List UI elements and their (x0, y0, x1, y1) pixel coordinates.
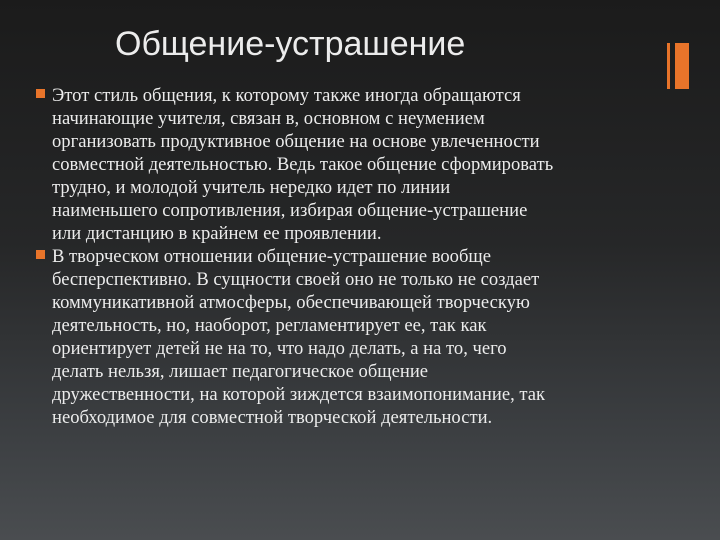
bullet-2-line-1: В творческом отношении общение-устрашение вообще (52, 246, 491, 267)
bullet-1-line-3: организовать продуктивное общение на основе увлеченности (52, 131, 540, 152)
accent-thin-bar (667, 43, 670, 89)
bullet-1-line-1: Этот стиль общения, к которому также иногда обращаются (52, 85, 521, 106)
bullet-1-line-5: трудно, и молодой учитель нередко идет по линии (52, 177, 451, 198)
bullet-2-line-8: необходимое для совместной творческой деятельности. (52, 407, 493, 428)
bullet-2-line-3: коммуникативной атмосферы, обеспечивающей творческую (52, 292, 530, 313)
accent-bars-decoration (667, 43, 689, 89)
square-bullet-icon (36, 250, 45, 259)
bullet-2-line-2: бесперспективно. В сущности своей оно не только не создает (52, 269, 540, 290)
bullet-1-line-7: или дистанцию в крайнем ее проявлении. (52, 223, 382, 244)
bullet-1-line-6: наименьшего сопротивления, избирая общение-устрашение (52, 200, 528, 221)
bullet-1-line-4: совместной деятельностью. Ведь такое общение сформировать (52, 154, 554, 175)
accent-thick-bar (675, 43, 689, 89)
bullet-list (36, 84, 702, 429)
bullet-2-line-5: ориентирует детей не на то, что надо делать, а на то, чего (52, 338, 507, 359)
bullet-2-line-4: деятельность, но, наоборот, регламентирует ее, так как (52, 315, 487, 336)
bullet-2-line-6: делать нельзя, лишает педагогическое общение (52, 361, 429, 382)
square-bullet-icon (36, 89, 45, 98)
bullet-item-1 (36, 84, 702, 245)
bullet-item-2 (36, 245, 702, 429)
bullet-2-line-7: дружественности, на которой зиждется взаимопонимание, так (52, 384, 546, 405)
slide-title: Общение-устрашение (115, 25, 466, 63)
bullet-1-line-2: начинающие учителя, связан в, основном с неумением (52, 108, 485, 129)
